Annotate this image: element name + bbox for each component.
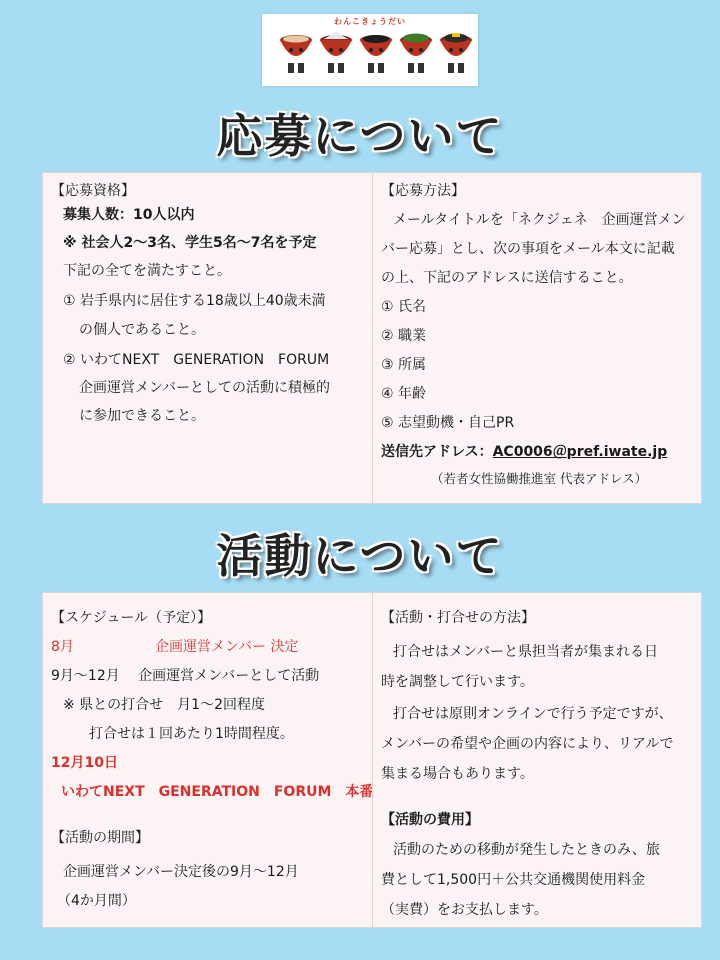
- schedule-row-event-name: いわてNEXT GENERATION FORUM 本番: [61, 784, 374, 800]
- cost-text-1: 活動のための移動が発生したときのみ、旅: [393, 842, 660, 858]
- address-label: 送信先アドレス：: [381, 444, 493, 460]
- condition-item-1a: ① 岩手県内に居住する18歳以上40歳未満: [63, 293, 326, 309]
- recruit-note: ※ 社会人2～3名、学生5名～7名を予定: [63, 235, 317, 251]
- wanko-bowl-2-icon: [320, 32, 352, 73]
- method-item-motivation: ⑤ 志望動機・自己PR: [381, 415, 515, 431]
- period-text-2: （4か月間）: [57, 893, 136, 909]
- qualification-header: 【応募資格】: [51, 183, 135, 199]
- condition-intro: 下記の全てを満たすこと。: [63, 263, 231, 279]
- meeting-text-3: 打合せは原則オンラインで行う予定ですが、: [393, 706, 673, 722]
- cost-text-2: 費として1,500円＋公共交通機関使用料金: [381, 872, 646, 888]
- address-line: [381, 443, 667, 461]
- method-text-3: の上、下記のアドレスに送信すること。: [381, 270, 633, 286]
- qualification-column: [43, 173, 372, 503]
- section-heading-application: 応募について: [216, 109, 504, 163]
- schedule-row-event-date: 12月10日: [51, 755, 118, 771]
- activity-panel: [42, 592, 702, 928]
- meeting-text-5: 集まる場合もあります。: [381, 766, 534, 782]
- wanko-kyodai-logo: [262, 14, 478, 86]
- wanko-bowl-3-icon: [360, 35, 392, 73]
- wanko-bowl-5-icon: [440, 33, 472, 73]
- meeting-text-2: 時を調整して行います。: [381, 674, 534, 690]
- recruit-count: 募集人数：10人以内: [63, 207, 195, 223]
- cost-text-3: （実費）をお支払します。: [381, 902, 548, 918]
- condition-item-2b: 企画運営メンバーとしての活動に積極的: [79, 380, 331, 396]
- method-item-affiliation: ③ 所属: [381, 357, 427, 373]
- condition-item-1b: の個人であること。: [79, 322, 205, 338]
- method-column: [372, 173, 701, 503]
- logo-caption: わんこきょうだい: [334, 17, 406, 26]
- wanko-bowl-4-icon: [400, 34, 432, 74]
- cost-header: 【活動の費用】: [381, 812, 479, 828]
- method-text-2: バー応募」とし、次の事項をメール本文に記載: [381, 241, 675, 257]
- method-item-name: ① 氏名: [381, 299, 427, 315]
- wanko-bowl-1-icon: [280, 35, 312, 73]
- method-item-age: ④ 年齢: [381, 386, 427, 402]
- schedule-column: [43, 593, 372, 927]
- method-cost-column: [372, 593, 701, 927]
- email-address-link[interactable]: AC0006＠pref.iwate.jp: [492, 444, 668, 460]
- meeting-text-4: メンバーの希望や企画の内容により、リアルで: [381, 736, 674, 752]
- section-heading-activity: 活動について: [216, 529, 504, 583]
- method-header: 【応募方法】: [381, 183, 465, 199]
- period-text-1: 企画運営メンバー決定後の9月～12月: [63, 864, 299, 880]
- address-note: （若者女性協働推進室 代表アドレス）: [431, 471, 648, 486]
- period-header: 【活動の期間】: [51, 830, 149, 846]
- method-text-1: メールタイトルを「ネクジェネ 企画運営メン: [393, 212, 686, 228]
- schedule-row-aug-text: 企画運営メンバー 決定: [155, 639, 299, 655]
- condition-item-2a: ② いわてNEXT GENERATION FORUM: [63, 352, 330, 368]
- meeting-text-1: 打合せはメンバーと県担当者が集まれる日: [393, 644, 659, 660]
- application-panel: [42, 172, 702, 504]
- schedule-row-meeting-length: 打合せは１回あたり1時間程度。: [89, 726, 294, 742]
- meeting-header: 【活動・打合せの方法】: [381, 610, 535, 626]
- method-item-job: ② 職業: [381, 328, 427, 344]
- schedule-row-meeting-freq: ※ 県との打合せ 月1～2回程度: [63, 697, 265, 713]
- schedule-row-sep-dec: 9月～12月 企画運営メンバーとして活動: [51, 668, 320, 684]
- schedule-header: 【スケジュール（予定）】: [51, 610, 212, 626]
- logo-characters: [262, 14, 478, 86]
- schedule-row-aug-month: 8月: [51, 639, 74, 655]
- condition-item-2c: に参加できること。: [79, 408, 205, 424]
